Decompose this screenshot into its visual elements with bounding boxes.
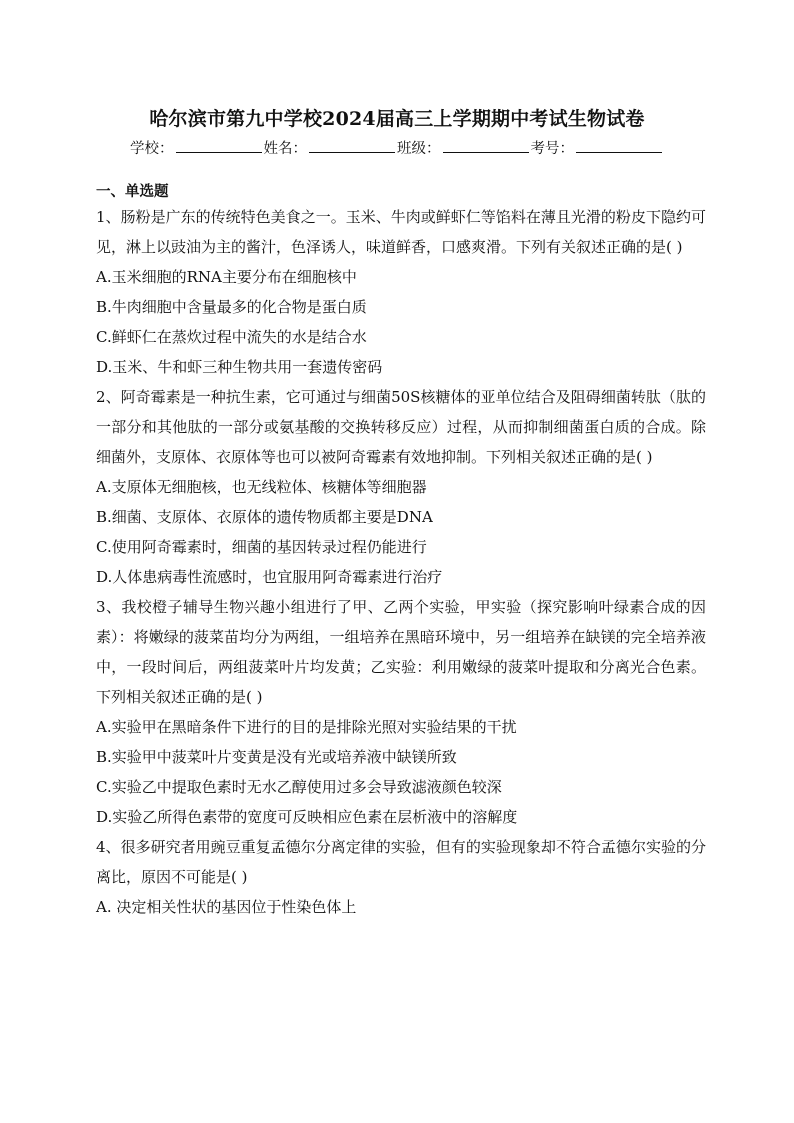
- question-stem: 1、肠粉是广东的传统特色美食之一。玉米、牛肉或鲜虾仁等馅料在薄且光滑的粉皮下隐约可见，淋上以豉油为主的酱汁，色泽诱人，味道鲜香，口感爽滑。下列有关叙述正确的是( ): [96, 208, 706, 256]
- question-option: A.支原体无细胞核，也无线粒体、核糖体等细胞器: [96, 478, 427, 496]
- question-option: A.玉米细胞的RNA主要分布在细胞核中: [96, 268, 357, 286]
- question-option: B.实验甲中菠菜叶片变黄是没有光或培养液中缺镁所致: [96, 748, 457, 766]
- question: [96, 382, 706, 592]
- question-stem: 2、阿奇霉素是一种抗生素，它可通过与细菌50S核糖体的亚单位结合及阻碍细菌转肽（肽的一部分和其他肽的一部分或氨基酸的交换转移反应）过程，从而抑制细菌蛋白质的合成。除细菌外，支原体、衣原体等也可以被阿奇霉素有效地抑制。下列相关叙述正确的是( ): [96, 388, 706, 466]
- school-blank[interactable]: [176, 140, 262, 153]
- question-option: B.牛肉细胞中含量最多的化合物是蛋白质: [96, 298, 367, 316]
- name-label: 姓名：: [263, 141, 307, 157]
- question: [96, 202, 706, 382]
- question-stem: 3、我校橙子辅导生物兴趣小组进行了甲、乙两个实验，甲实验（探究影响叶绿素合成的因素）：将嫩绿的菠菜苗均分为两组，一组培养在黑暗环境中，另一组培养在缺镁的完全培养液中，一段时间后，两组菠菜叶片均发黄；乙实验：利用嫩绿的菠菜叶提取和分离光合色素。下列相关叙述正确的是( ): [96, 598, 706, 706]
- question: [96, 592, 706, 832]
- section-heading: 一、单选题: [96, 183, 169, 200]
- question-option: D.实验乙所得色素带的宽度可反映相应色素在层析液中的溶解度: [96, 808, 518, 826]
- question-option: A. 决定相关性状的基因位于性染色体上: [96, 898, 357, 916]
- student-info-line: [0, 137, 794, 158]
- question-option: C.使用阿奇霉素时，细菌的基因转录过程仍能进行: [96, 538, 427, 556]
- page-title: 哈尔滨市第九中学校2024届高三上学期期中考试生物试卷: [149, 108, 645, 130]
- question-option: B.细菌、支原体、衣原体的遗传物质都主要是DNA: [96, 508, 433, 526]
- question-option: C.实验乙中提取色素时无水乙醇使用过多会导致滤液颜色较深: [96, 778, 502, 796]
- question-list: [96, 202, 706, 922]
- question-option: D.玉米、牛和虾三种生物共用一套遗传密码: [96, 358, 383, 376]
- class-blank[interactable]: [443, 140, 529, 153]
- school-label: 学校：: [130, 141, 174, 157]
- question-stem: 4、很多研究者用豌豆重复孟德尔分离定律的实验，但有的实验现象却不符合孟德尔实验的分离比，原因不可能是( ): [96, 838, 706, 886]
- number-label: 考号：: [530, 141, 574, 157]
- number-blank[interactable]: [576, 140, 662, 153]
- question-option: C.鲜虾仁在蒸炊过程中流失的水是结合水: [96, 328, 367, 346]
- question-option: A.实验甲在黑暗条件下进行的目的是排除光照对实验结果的干扰: [96, 718, 517, 736]
- class-label: 班级：: [397, 141, 441, 157]
- name-blank[interactable]: [309, 140, 395, 153]
- question-option: D.人体患病毒性流感时，也宜服用阿奇霉素进行治疗: [96, 568, 443, 586]
- question: [96, 832, 706, 922]
